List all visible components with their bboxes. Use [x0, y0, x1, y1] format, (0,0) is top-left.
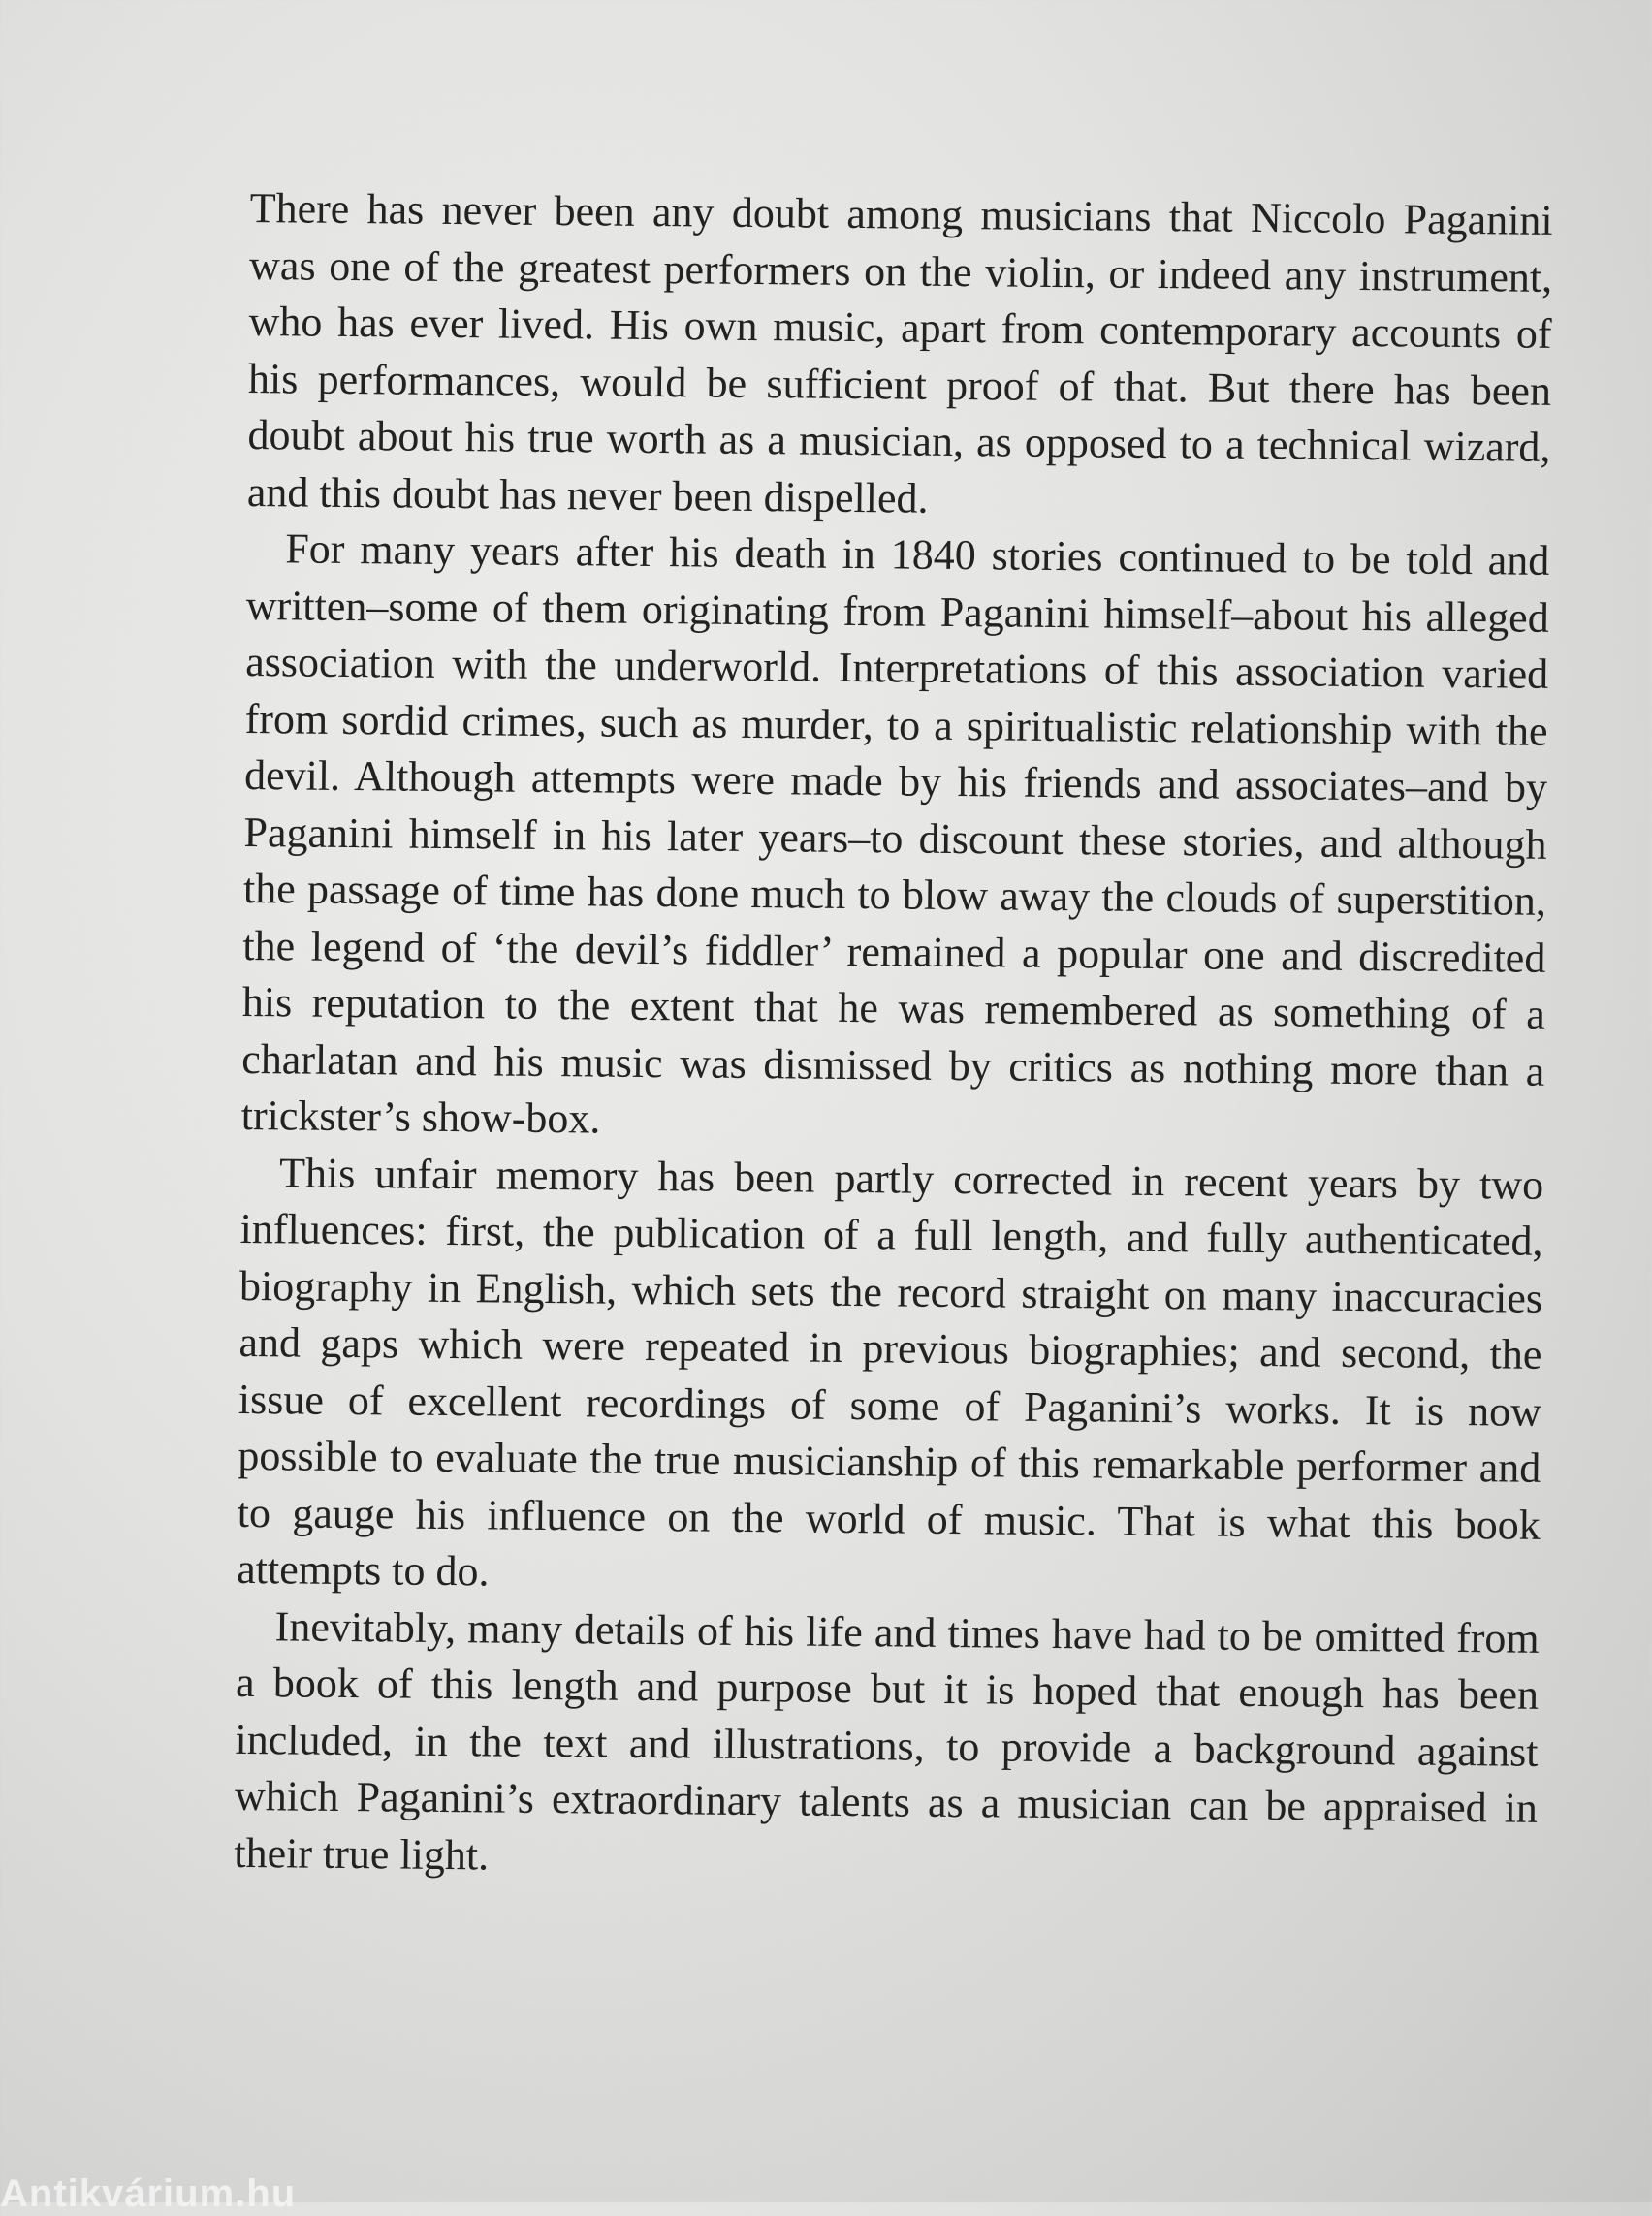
paragraph-3: This unfair memory has been partly corrected in recent years by two influences: first, the publication of a full length, and fully authenticated, biography in English, which sets the record straight on many inaccuracies and gaps which were repeated in previous biographies; and second, the issue of excellent recordings of some of Paganini’s works. It is now possible to evaluate the true musicianship of this remarkable performer and to gauge his influence on the world of music. That is what this book attempts to do.	[237, 1148, 1544, 1596]
watermark: Antikvárium.hu	[0, 2172, 297, 2215]
paragraph-1: There has never been any doubt among musicians that Niccolo Paganini was one of the greatest performers on the violin, or indeed any instrument, who has ever lived. His own music, apart from contemporary accounts of his performances, would be sufficient proof of that. But there has been doubt about his true worth as a musician, as opposed to a technical wizard, and this doubt has never been dispelled.	[246, 183, 1553, 522]
paragraph-2: For many years after his death in 1840 stories continued to be told and written–some of them originating from Paganini himself–about his alleged association with the underworld. Interpretations of this association varied from sordid crimes, such as murder, to a spiritualistic relationship with the devil. Although attempts were made by his friends and associates–and by Paganini himself in his later years–to discount these stories, and although the passage of time has done much to blow away the clouds of superstition, the legend of ‘the devil’s fiddler’ remained a popular one and discredited his reputation to the extent that he was remembered as something of a charlatan and his music was dismissed by critics as nothing more than a trickster’s show-box.	[240, 524, 1550, 1143]
paragraph-4: Inevitably, many details of his life and times have had to be omitted from a book of this length and purpose but it is hoped that enough has been included, in the text and illustrations, to provide a background against which Paganini’s extraordinary talents as a musician can be appraised in their true light.	[234, 1601, 1540, 1879]
body-text	[234, 180, 1553, 1894]
